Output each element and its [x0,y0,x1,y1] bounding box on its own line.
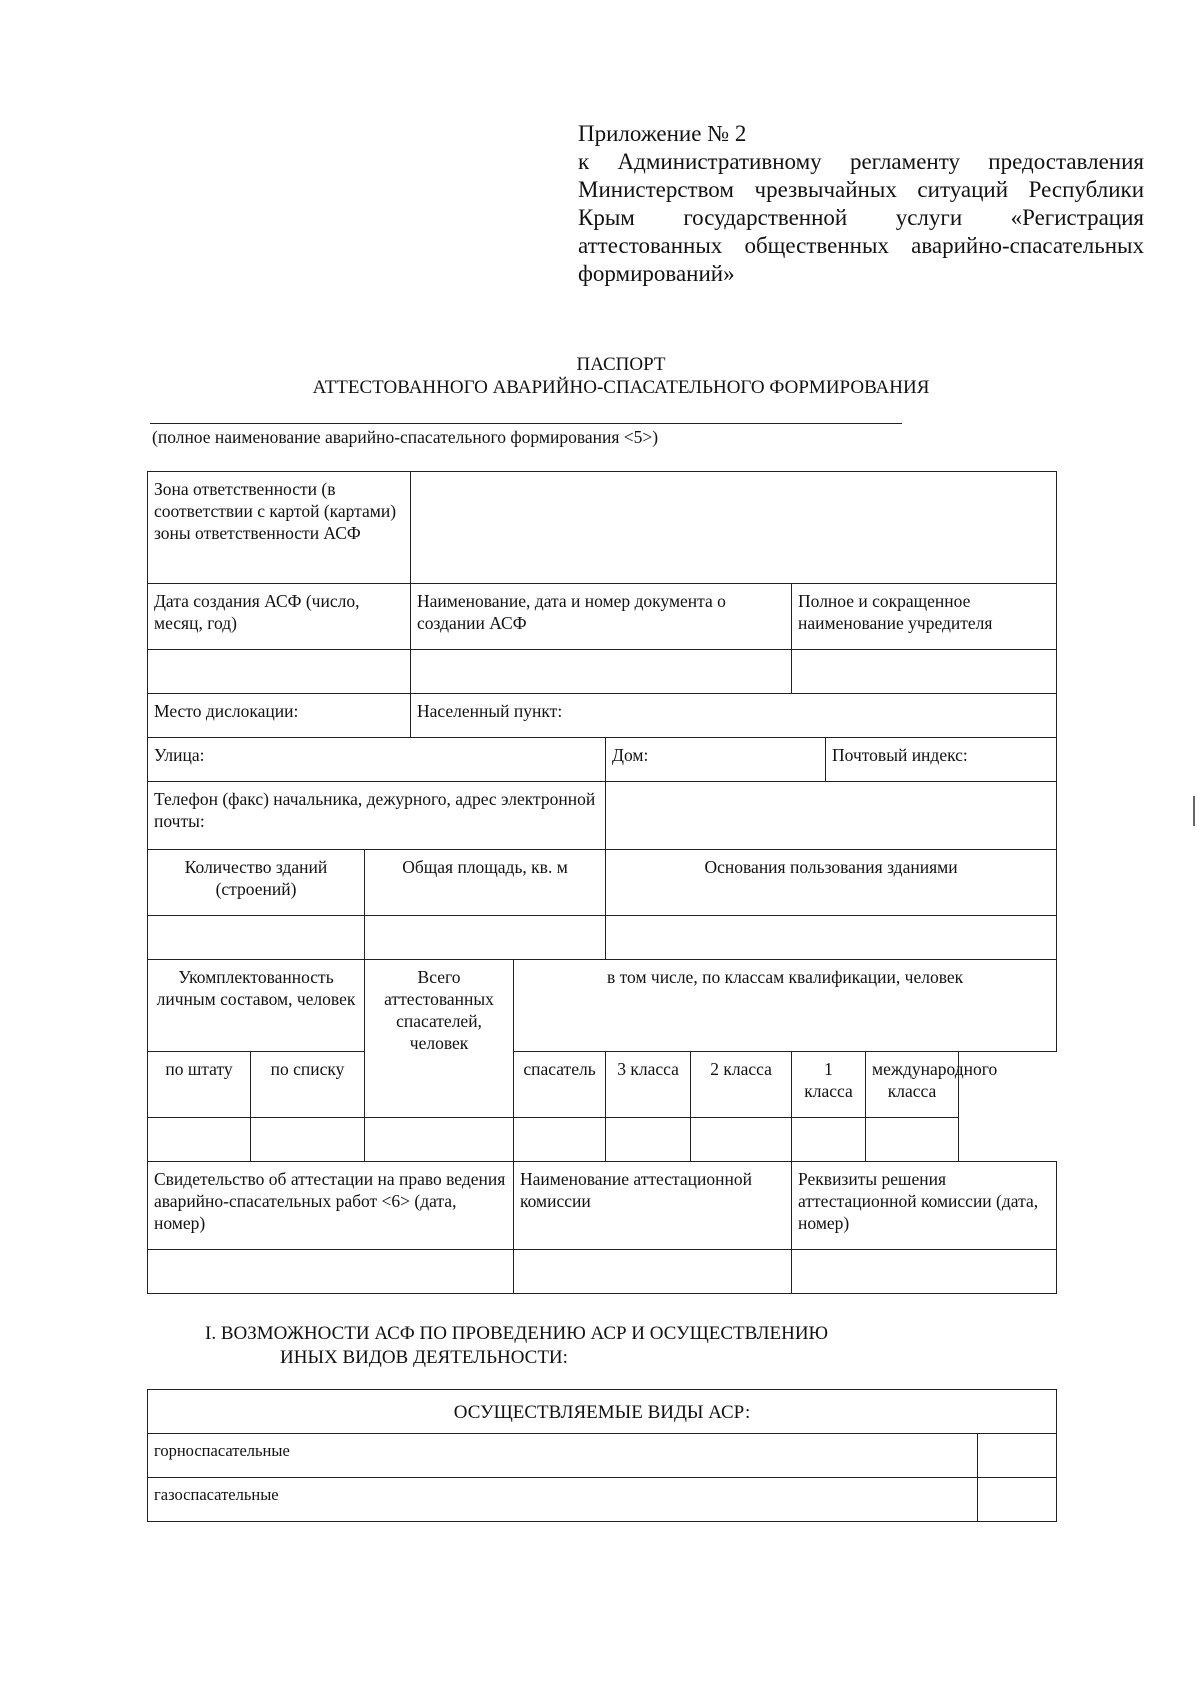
by-list-label: по списку [251,1052,365,1118]
house-label: Дом: [606,738,826,782]
usage-basis-label: Основания пользования зданиями [606,850,1057,916]
staffing-label: Укомплектованность личным составом, человек [148,960,365,1052]
postcode-label: Почтовый индекс: [826,738,1057,782]
phone-label: Телефон (факс) начальника, дежурного, адрес электронной почты: [148,782,606,850]
annex-line: аттестованных общественных аварийно-спасательных [578,233,1144,258]
usage-basis-value [606,916,1057,960]
creation-date-value [148,650,411,694]
asr-table [147,1389,1057,1522]
creation-doc-label: Наименование, дата и номер документа о создании АСФ [411,584,792,650]
total-certified-label: Всего аттестованных спасателей, человек [365,960,514,1118]
class1-value [792,1118,866,1162]
location-label: Место дислокации: [148,694,411,738]
area-value [365,916,606,960]
annex-heading: Приложение № 2 [578,121,747,146]
by-staff-label: по штату [148,1052,251,1118]
commission-name-value [514,1250,792,1294]
class1-label: 1 класса [792,1052,866,1118]
street-label: Улица: [148,738,606,782]
annex-line: формирований» [578,261,735,286]
section-heading [205,1322,828,1370]
asr-header: ОСУЩЕСТВЛЯЕМЫЕ ВИДЫ АСР: [148,1390,1057,1434]
asr-row-mark [978,1434,1057,1478]
certificate-label: Свидетельство об аттестации на право ведения аварийно-спасательных работ <6> (дата, номер) [148,1162,514,1250]
buildings-count-label: Количество зданий (строений) [148,850,365,916]
passport-table [147,471,1057,1294]
annex-block [578,120,1144,288]
commission-name-label: Наименование аттестационной комиссии [514,1162,792,1250]
creation-doc-value [411,650,792,694]
total-certified-value [365,1118,514,1162]
class3-label: 3 класса [606,1052,691,1118]
intl-class-value [866,1118,959,1162]
by-staff-value [148,1118,251,1162]
section-heading-line: I. ВОЗМОЖНОСТИ АСФ ПО ПРОВЕДЕНИЮ АСР И ОСУЩЕСТВЛЕНИЮ [205,1323,829,1344]
annex-line: Министерством чрезвычайных ситуаций Республики [578,177,1144,202]
founder-value [792,650,1057,694]
founder-label: Полное и сокращенное наименование учредителя [792,584,1057,650]
annex-line: к Административному регламенту предоставления [578,149,1144,174]
decision-label: Реквизиты решения аттестационной комиссии (дата, номер) [792,1162,1057,1250]
class2-label: 2 класса [691,1052,792,1118]
rescuer-value [514,1118,606,1162]
rescuer-label: спасатель [514,1052,606,1118]
certificate-value [148,1250,514,1294]
class2-value [691,1118,792,1162]
by-class-label: в том числе, по классам квалификации, человек [514,960,1057,1052]
scan-margin-mark [1193,796,1195,826]
buildings-count-value [148,916,365,960]
asr-row-label: горноспасательные [148,1434,978,1478]
creation-date-label: Дата создания АСФ (число, месяц, год) [148,584,411,650]
name-caption: (полное наименование аварийно-спасательного формирования <5>) [152,427,659,447]
class3-value [606,1118,691,1162]
asr-row-mark [978,1478,1057,1522]
name-fill-line [150,423,902,424]
zone-label: Зона ответственности (в соответствии с картой (картами) зоны ответственности АСФ [148,472,411,584]
zone-value [411,472,1057,584]
document-subtitle: АТТЕСТОВАННОГО АВАРИЙНО-СПАСАТЕЛЬНОГО ФОРМИРОВАНИЯ [312,377,930,398]
annex-line: Крым государственной услуги «Регистрация [578,205,1144,230]
asr-row-label: газоспасательные [148,1478,978,1522]
decision-value [792,1250,1057,1294]
area-label: Общая площадь, кв. м [365,850,606,916]
intl-class-label: международного класса [866,1052,959,1118]
by-list-value [251,1118,365,1162]
section-heading-line: ИНЫХ ВИДОВ ДЕЯТЕЛЬНОСТИ: [280,1347,568,1368]
phone-value [606,782,1057,850]
document-title: ПАСПОРТ [576,354,666,375]
settlement-label: Населенный пункт: [411,694,1057,738]
